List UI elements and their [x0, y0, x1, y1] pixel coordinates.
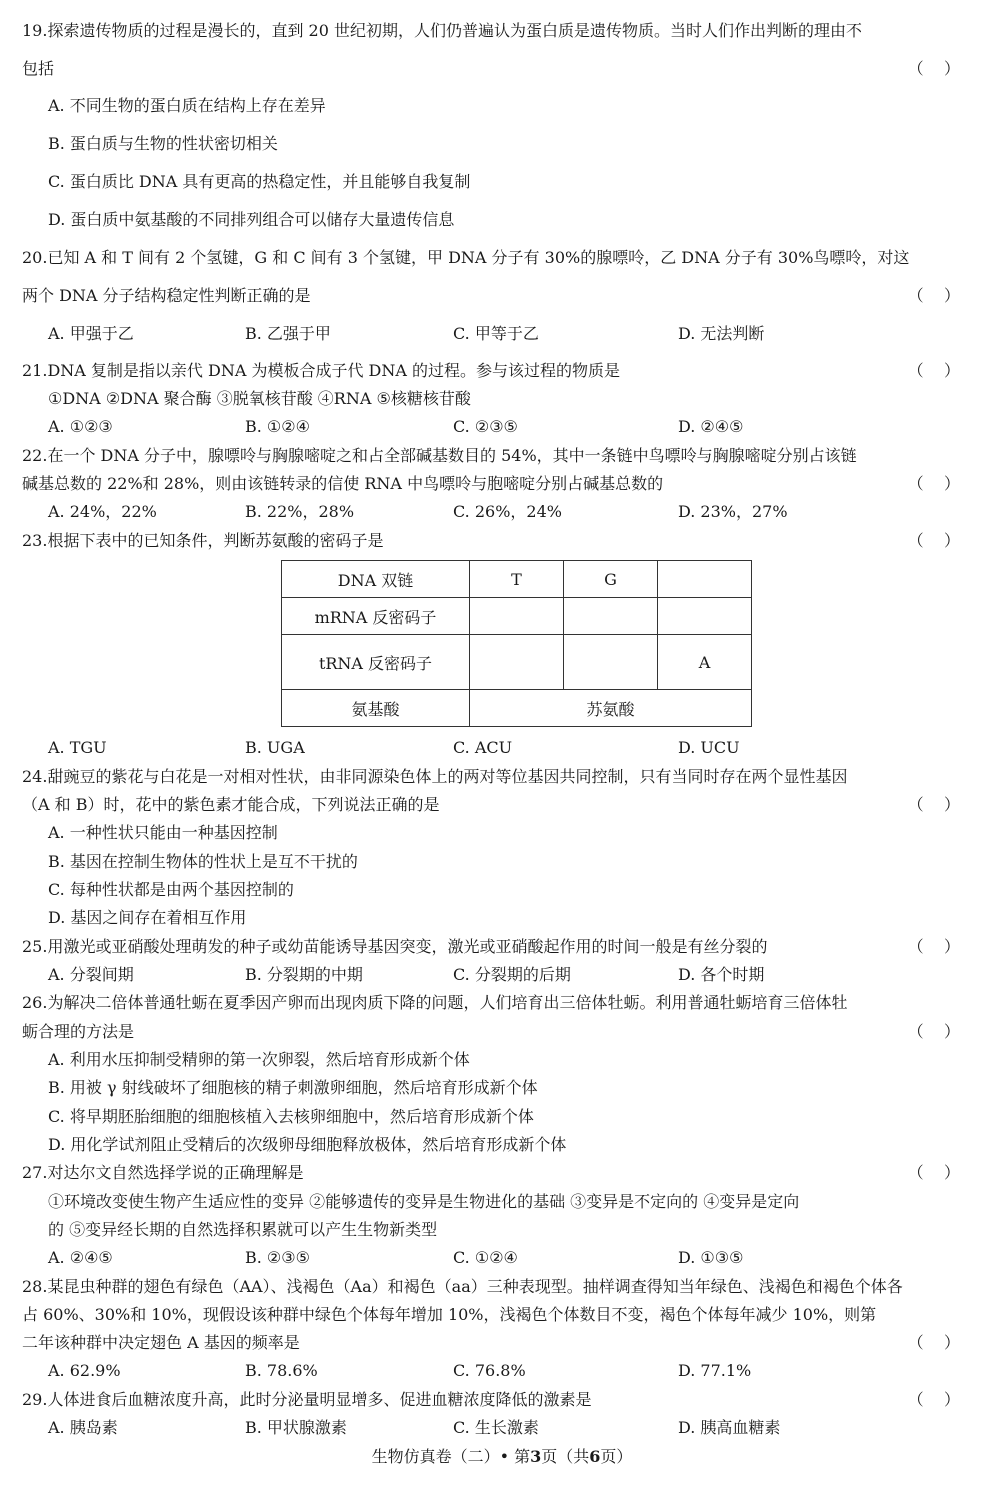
- question-29-stem: 29.人体进食后血糖浓度升高，此时分泌量明显增多、促进血糖浓度降低的激素是 （ ）: [22, 1390, 960, 1409]
- option-a: A. 62.9%: [48, 1361, 121, 1380]
- question-21-items: ①DNA ②DNA 聚合酶 ③脱氧核苷酸 ④RNA ⑤核糖核苷酸: [48, 389, 471, 408]
- option-a: A. 胰岛素: [48, 1418, 118, 1437]
- question-26-stem-cont: 蛎合理的方法是 （ ）: [22, 1022, 960, 1041]
- option-c: C. 将早期胚胎细胞的细胞核植入去核卵细胞中，然后培育形成新个体: [48, 1107, 534, 1126]
- question-24-stem-cont: （A 和 B）时，花中的紫色素才能合成，下列说法正确的是 （ ）: [22, 795, 960, 814]
- option-b: B. UGA: [245, 738, 305, 757]
- question-28-stem: 28.某昆虫种群的翅色有绿色（AA）、浅褐色（Aa）和褐色（aa）三种表现型。抽样调查得知当年绿色、浅褐色和褐色个体各: [22, 1277, 903, 1296]
- answer-paren: （ ）: [907, 1022, 960, 1041]
- option-b: B. 甲状腺激素: [245, 1418, 347, 1437]
- question-23-options: [22, 738, 984, 758]
- table-cell: DNA 双链: [282, 561, 470, 598]
- option-b: B. 乙强于甲: [245, 324, 331, 343]
- answer-paren: （ ）: [907, 286, 960, 305]
- option-d: D. ②④⑤: [678, 417, 744, 436]
- option-a: A. ①②③: [48, 417, 113, 436]
- option-d: D. 各个时期: [678, 965, 765, 984]
- option-d: D. ①③⑤: [678, 1248, 744, 1267]
- question-27-stem: 27.对达尔文自然选择学说的正确理解是 （ ）: [22, 1163, 960, 1182]
- total-pages: 6: [589, 1447, 601, 1466]
- answer-paren: （ ）: [907, 937, 960, 956]
- question-22-stem-cont: 碱基总数的 22%和 28%，则由该链转录的信使 RNA 中鸟嘌呤与胞嘧啶分别占碱基总数的 （ ）: [22, 474, 960, 493]
- question-19-stem: 19.探索遗传物质的过程是漫长的，直到 20 世纪初期，人们仍普遍认为蛋白质是遗传物质。当时人们作出判断的理由不: [22, 21, 862, 40]
- option-a: A. ②④⑤: [48, 1248, 113, 1267]
- option-a: A. TGU: [48, 738, 107, 757]
- table-row: [282, 598, 752, 635]
- table-cell: G: [564, 561, 658, 598]
- option-c: C. 76.8%: [453, 1361, 526, 1380]
- option-d: D. 77.1%: [678, 1361, 752, 1380]
- option-a: A. 一种性状只能由一种基因控制: [48, 823, 278, 842]
- option-d: D. 基因之间存在着相互作用: [48, 908, 247, 927]
- option-c: C. 蛋白质比 DNA 具有更高的热稳定性，并且能够自我复制: [48, 172, 471, 191]
- option-c: C. 甲等于乙: [453, 324, 539, 343]
- option-c: C. 每种性状都是由两个基因控制的: [48, 880, 294, 899]
- question-21-options: [22, 417, 984, 437]
- table-cell: A: [658, 635, 752, 690]
- question-22-stem: 22.在一个 DNA 分子中，腺嘌呤与胸腺嘧啶之和占全部碱基数目的 54%，其中一条链中鸟嘌呤与胸腺嘧啶分别占该链: [22, 446, 857, 465]
- question-27-options: [22, 1248, 984, 1268]
- table-row: [282, 561, 752, 598]
- option-b: B. 22%，28%: [245, 502, 355, 521]
- option-c: C. ①②④: [453, 1248, 518, 1267]
- option-c: C. 26%，24%: [453, 502, 562, 521]
- question-20-options: [22, 324, 984, 344]
- answer-paren: （ ）: [907, 1390, 960, 1409]
- question-28-stem-cont2: 二年该种群中决定翅色 A 基因的频率是 （ ）: [22, 1333, 960, 1352]
- question-25-options: [22, 965, 984, 985]
- table-cell: T: [470, 561, 564, 598]
- question-24-stem: 24.甜豌豆的紫花与白花是一对相对性状，由非同源染色体上的两对等位基因共同控制，只有当同时存在两个显性基因: [22, 767, 848, 786]
- option-a: A. 甲强于乙: [48, 324, 134, 343]
- option-d: D. UCU: [678, 738, 740, 757]
- question-22-options: [22, 502, 984, 522]
- option-c: C. 分裂期的后期: [453, 965, 571, 984]
- option-c: C. ACU: [453, 738, 513, 757]
- option-d: D. 胰高血糖素: [678, 1418, 781, 1437]
- option-a: A. 分裂间期: [48, 965, 134, 984]
- answer-paren: （ ）: [907, 59, 960, 78]
- question-26-stem: 26.为解决二倍体普通牡蛎在夏季因产卵而出现肉质下降的问题，人们培育出三倍体牡蛎。利用普通牡蛎培育三倍体牡: [22, 993, 848, 1012]
- option-d: D. 无法判断: [678, 324, 765, 343]
- page-number: 3: [530, 1447, 542, 1466]
- table-cell: tRNA 反密码子: [282, 635, 470, 690]
- table-cell: 苏氨酸: [470, 690, 752, 727]
- option-d: D. 23%，27%: [678, 502, 788, 521]
- table-cell: [470, 635, 564, 690]
- page-footer: 生物仿真卷（二）• 第3页（共6页）: [371, 1447, 633, 1466]
- question-27-items: ①环境改变使生物产生适应性的变异 ②能够遗传的变异是生物进化的基础 ③变异是不定向的 ④变异是定向: [48, 1192, 800, 1211]
- table-cell: mRNA 反密码子: [282, 598, 470, 635]
- option-b: B. 蛋白质与生物的性状密切相关: [48, 134, 278, 153]
- option-b: B. 78.6%: [245, 1361, 318, 1380]
- table-row: [282, 635, 752, 690]
- option-b: B. 用被 γ 射线破坏了细胞核的精子刺激卵细胞，然后培育形成新个体: [48, 1078, 538, 1097]
- option-a: A. 不同生物的蛋白质在结构上存在差异: [48, 96, 326, 115]
- question-19-stem-cont: 包括 （ ）: [22, 59, 960, 78]
- table-cell: [658, 598, 752, 635]
- answer-paren: （ ）: [907, 795, 960, 814]
- table-cell: [658, 561, 752, 598]
- question-28-options: [22, 1361, 984, 1381]
- table-cell: [470, 598, 564, 635]
- question-28-stem-cont: 占 60%、30%和 10%，现假设该种群中绿色个体每年增加 10%，浅褐色个体数目不变，褐色个体每年减少 10%，则第: [22, 1305, 877, 1324]
- table-cell: [564, 598, 658, 635]
- option-b: B. 分裂期的中期: [245, 965, 363, 984]
- option-a: A. 利用水压抑制受精卵的第一次卵裂，然后培育形成新个体: [48, 1050, 470, 1069]
- option-b: B. ①②④: [245, 417, 310, 436]
- question-20-stem-cont: 两个 DNA 分子结构稳定性判断正确的是 （ ）: [22, 286, 960, 305]
- option-a: A. 24%，22%: [48, 502, 157, 521]
- table-row: [282, 690, 752, 727]
- answer-paren: （ ）: [907, 531, 960, 550]
- codon-table: [281, 560, 752, 727]
- option-b: B. 基因在控制生物体的性状上是互不干扰的: [48, 852, 358, 871]
- answer-paren: （ ）: [907, 474, 960, 493]
- question-20-stem: 20.已知 A 和 T 间有 2 个氢键，G 和 C 间有 3 个氢键，甲 DNA 分子有 30%的腺嘌呤，乙 DNA 分子有 30%鸟嘌呤，对这: [22, 248, 910, 267]
- answer-paren: （ ）: [907, 1333, 960, 1352]
- answer-paren: （ ）: [907, 361, 960, 380]
- option-c: C. ②③⑤: [453, 417, 518, 436]
- table-cell: 氨基酸: [282, 690, 470, 727]
- question-23-stem: 23.根据下表中的已知条件，判断苏氨酸的密码子是 （ ）: [22, 531, 960, 550]
- question-25-stem: 25.用激光或亚硝酸处理萌发的种子或幼苗能诱导基因突变，激光或亚硝酸起作用的时间一般是有丝分裂的 （ ）: [22, 937, 960, 956]
- option-b: B. ②③⑤: [245, 1248, 310, 1267]
- option-d: D. 蛋白质中氨基酸的不同排列组合可以储存大量遗传信息: [48, 210, 455, 229]
- option-d: D. 用化学试剂阻止受精后的次级卵母细胞释放极体，然后培育形成新个体: [48, 1135, 567, 1154]
- table-cell: [564, 635, 658, 690]
- question-27-items-cont: 的 ⑤变异经长期的自然选择积累就可以产生生物新类型: [48, 1220, 438, 1239]
- option-c: C. 生长激素: [453, 1418, 539, 1437]
- answer-paren: （ ）: [907, 1163, 960, 1182]
- question-21-stem: 21.DNA 复制是指以亲代 DNA 为模板合成子代 DNA 的过程。参与该过程的物质是 （ ）: [22, 361, 960, 380]
- question-29-options: [22, 1418, 984, 1438]
